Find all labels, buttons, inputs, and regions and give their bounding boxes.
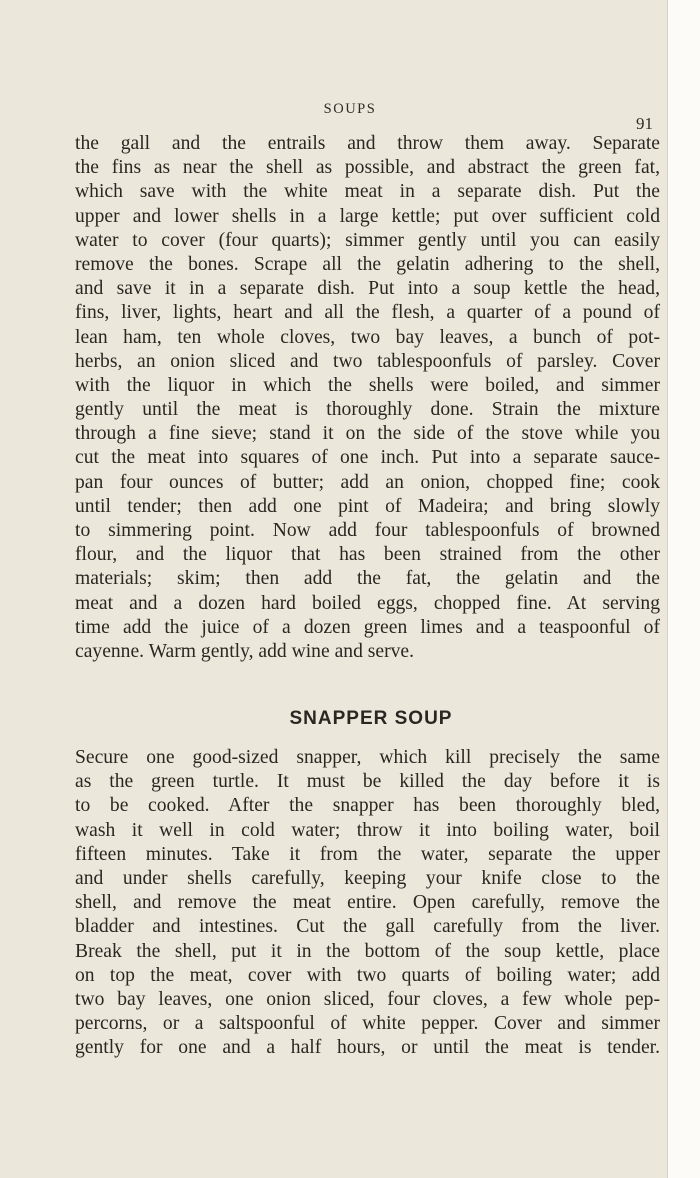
text-line: and save it in a separate dish. Put into a soup kettle the head, <box>75 278 660 300</box>
text-line: wash it well in cold water; throw it into boiling water, boil <box>75 819 660 841</box>
text-line: cayenne. Warm gently, add wine and serve. <box>75 640 415 662</box>
text-line: bladder and intestines. Cut the gall carefully from the liver. <box>75 916 660 938</box>
text-line: and under shells carefully, keeping your knife close to the <box>75 867 660 889</box>
text-line: fins, liver, lights, heart and all the flesh, a quarter of a pound of <box>75 302 660 324</box>
text-line: fifteen minutes. Take it from the water, separate the upper <box>75 843 660 865</box>
text-line: upper and lower shells in a large kettle; put over sufficient cold <box>75 205 660 227</box>
text-line: until tender; then add one pint of Madeira; and bring slowly <box>75 495 660 517</box>
text-line: water to cover (four quarts); simmer gently until you can easily <box>75 229 660 251</box>
text-line: Secure one good-sized snapper, which kill precisely the same <box>75 747 660 768</box>
text-line: gently for one and a half hours, or until the meat is tender. <box>75 1037 660 1059</box>
text-line: materials; skim; then add the fat, the gelatin and the <box>75 568 660 590</box>
text-line: through a fine sieve; stand it on the side of the stove while you <box>75 423 660 445</box>
text-line: gently until the meat is thoroughly done. Strain the mixture <box>75 399 660 421</box>
text-line: the gall and the entrails and throw them away. Separate <box>75 133 660 154</box>
page-number: 91 <box>636 114 653 133</box>
text-line: herbs, an onion sliced and two tablespoonfuls of parsley. Cover <box>75 350 660 372</box>
text-line: to simmering point. Now add four tablespoonfuls of browned <box>75 520 660 541</box>
text-line: with the liquor in which the shells were boiled, and simmer <box>75 374 660 396</box>
text-line: lean ham, ten whole cloves, two bay leaves, a bunch of pot- <box>75 326 660 348</box>
text-line: two bay leaves, one onion sliced, four cloves, a few whole pep- <box>75 988 660 1010</box>
body-paragraph-1 <box>75 132 660 664</box>
text-line: shell, and remove the meat entire. Open carefully, remove the <box>75 892 660 914</box>
text-line: time add the juice of a dozen green limes and a teaspoonful of <box>75 616 660 638</box>
running-head: SOUPS <box>323 101 377 117</box>
text-line: pan four ounces of butter; add an onion, chopped fine; cook <box>75 471 660 493</box>
text-line: as the green turtle. It must be killed the day before it is <box>75 771 660 793</box>
text-line: flour, and the liquor that has been strained from the other <box>75 544 660 566</box>
text-line: cut the meat into squares of one inch. Put into a separate sauce- <box>75 447 660 469</box>
text-line: to be cooked. After the snapper has been thoroughly bled, <box>75 795 660 817</box>
text-line: the fins as near the shell as possible, and abstract the green fat, <box>75 157 660 179</box>
body-paragraph-2 <box>75 746 660 1060</box>
section-heading: SNAPPER SOUP <box>289 708 453 729</box>
text-line: on top the meat, cover with two quarts of boiling water; add <box>75 964 660 986</box>
text-line: which save with the white meat in a separate dish. Put the <box>75 181 660 203</box>
text-line: remove the bones. Scrape all the gelatin adhering to the shell, <box>75 253 660 275</box>
text-line: percorns, or a saltspoonful of white pepper. Cover and simmer <box>75 1013 660 1035</box>
text-line: meat and a dozen hard boiled eggs, chopped fine. At serving <box>75 592 660 614</box>
text-line: Break the shell, put it in the bottom of the soup kettle, place <box>75 940 660 962</box>
